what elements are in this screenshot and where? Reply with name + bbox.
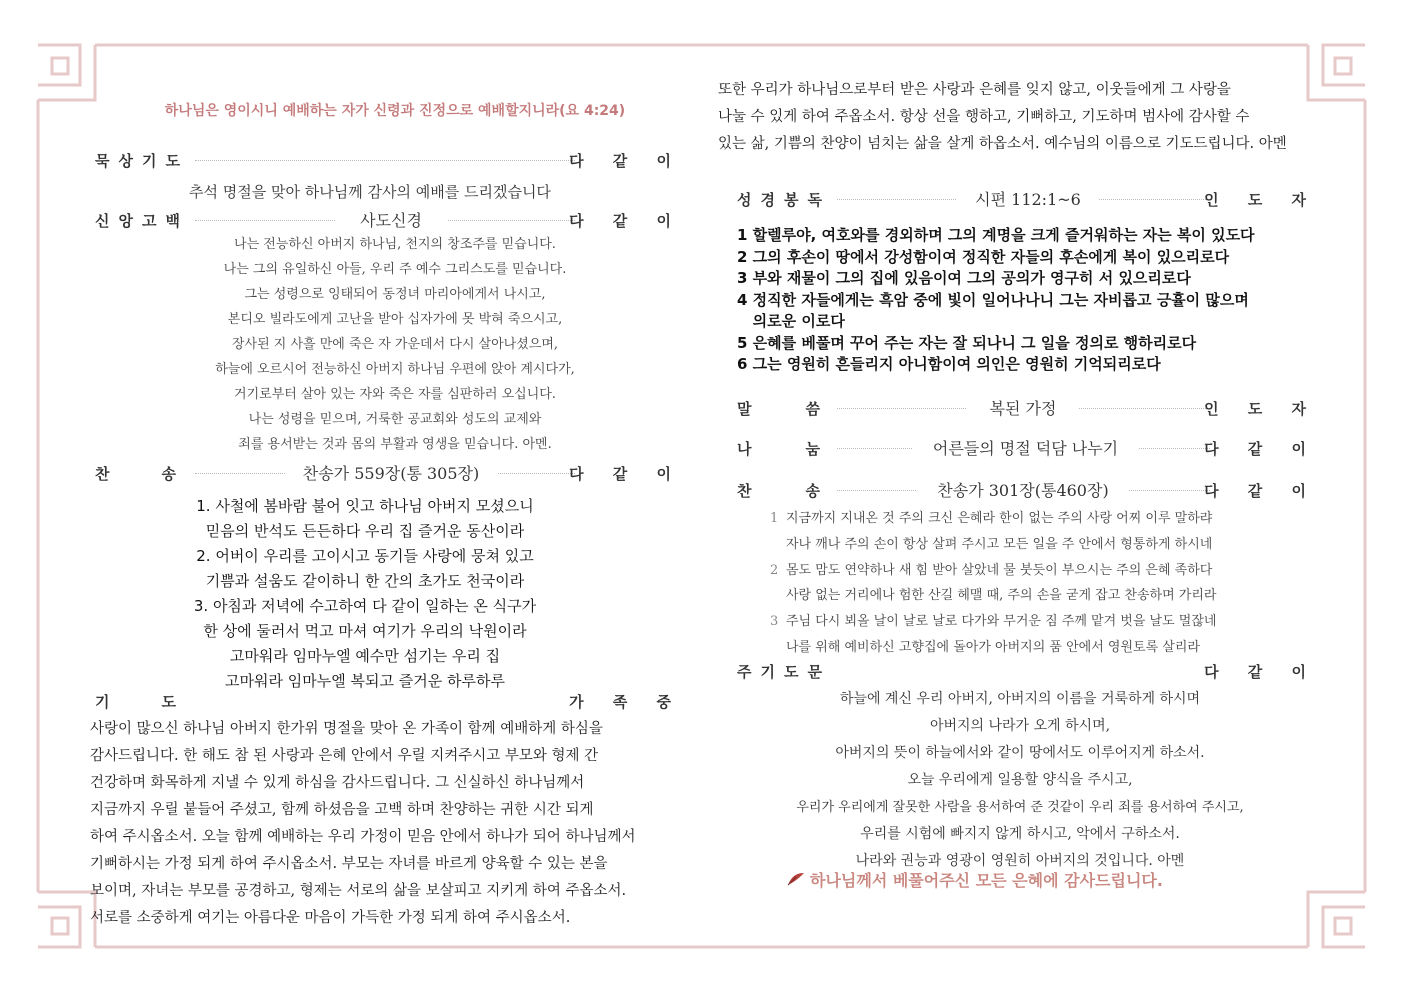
section-divider (195, 160, 575, 161)
scripture-verse: 5 은혜를 베풀며 꾸어 주는 자는 잘 되나니 그 일을 정의로 행하리로다 (737, 333, 1197, 352)
prayer-continued (718, 77, 1343, 158)
verse-number: 3 (770, 614, 779, 630)
verse-number: 2 (770, 562, 779, 578)
section-sharing (737, 438, 1318, 458)
prayer-line: 또한 우리가 하나님으로부터 받은 사랑과 은혜를 잊지 않고, 이웃들에게 그 사랑을 (718, 82, 1231, 98)
hymn-line: 2 몸도 맘도 연약하나 새 힘 받아 살았네 물 붓듯이 부으시는 주의 은혜 족하다 (770, 558, 1310, 584)
section-hymn (95, 463, 683, 483)
section-title: 찬송가 559장(통 305장) (285, 461, 497, 484)
closing-thanks: 하나님께서 베풀어주신 모든 은혜에 감사드립니다. (810, 871, 1163, 890)
verse-title: 하나님은 영이시니 예배하는 자가 신령과 진정으로 예배할지니라(요 4:24) (164, 103, 626, 119)
section-scripture (737, 189, 1318, 209)
section-hymn-right (737, 480, 1318, 500)
leaf-icon (786, 871, 806, 887)
creed-line: 죄를 용서받는 것과 몸의 부활과 영생을 믿습니다. 아멘. (238, 437, 552, 452)
lords-prayer-line: 우리를 시험에 빠지지 않게 하시고, 악에서 구하소서. (860, 826, 1180, 842)
section-leader: 인 도 자 (1204, 400, 1318, 418)
hymn-line: 사랑 없는 거리에나 험한 산길 헤맬 때, 주의 손을 굳게 잡고 찬송하며 가리라 (786, 588, 1217, 604)
creed-line: 나는 성령을 믿으며, 거룩한 공교회와 성도의 교제와 (248, 412, 542, 427)
creed-line: 나는 전능하신 아버지 하나님, 천지의 창조주를 믿습니다. (234, 237, 556, 252)
hymn-lyrics (115, 494, 615, 694)
prayer-line: 나눌 수 있게 하여 주옵소서. 항상 선을 행하고, 기뻐하고, 기도하며 범사에 감사할 수 (718, 109, 1250, 125)
section-leader: 인 도 자 (1204, 191, 1318, 209)
verse-number: 1 (770, 511, 779, 526)
prayer-line: 보이며, 자녀는 부모를 공경하고, 형제는 서로의 삶을 보살피고 지키게 하여 주옵소서. (90, 883, 627, 899)
section-label: 묵상기도 (95, 152, 189, 170)
scripture-text (737, 225, 1327, 376)
creed-line: 하늘에 오르시어 전능하신 아버지 하나님 우편에 앉아 계시다가, (215, 362, 575, 377)
creed-line: 장사된 지 사흘 만에 죽은 자 가운데서 다시 살아나셨으며, (231, 337, 559, 352)
section-label: 주기도문 (737, 663, 831, 681)
hymn-line: 믿음의 반석도 든든하다 우리 집 즐거운 동산이라 (205, 522, 525, 540)
scripture-verse: 1 할렐루야, 여호와를 경외하며 그의 계명을 크게 즐거워하는 자는 복이 있도다 (737, 226, 1255, 244)
section-title: 시편 112:1~6 (957, 187, 1099, 210)
section-title: 복된 가정 (967, 396, 1079, 419)
lords-prayer-line: 하늘에 계신 우리 아버지, 아버지의 이름을 거룩하게 하시며 (839, 691, 1201, 707)
section-title: 사도신경 (335, 208, 447, 231)
section-title: 찬송가 301장(통460장) (917, 478, 1129, 501)
section-label: 성경봉독 (737, 191, 831, 209)
section-leader: 다 같 이 (1204, 482, 1318, 500)
section-leader: 다 같 이 (1204, 440, 1318, 458)
section-leader: 다 같 이 (569, 212, 683, 230)
section-label: 찬송 (95, 465, 228, 483)
scripture-verse: 3 부와 재물이 그의 집에 있음이여 그의 공의가 영구히 서 있으리로다 (737, 269, 1191, 287)
creed-line: 본디오 빌라도에게 고난을 받아 십자가에 못 박혀 죽으시고, (227, 312, 563, 327)
hymn-lyrics-right (770, 506, 1310, 661)
prayer-line: 감사드립니다. 한 해도 참 된 사랑과 은혜 안에서 우릴 지켜주시고 부모와 형제 간 (90, 748, 599, 764)
prayer-line: 건강하며 화목하게 지낼 수 있게 하심을 감사드립니다. 그 신실하신 하나님께서 (90, 775, 585, 791)
section-label: 나눔 (737, 440, 874, 458)
section-leader: 다 같 이 (569, 465, 683, 483)
hymn-line: 1 지금까지 지내온 것 주의 크신 은혜라 한이 없는 주의 사랑 어찌 이루 말하랴 (770, 506, 1310, 532)
lords-prayer-line: 아버지의 뜻이 하늘에서와 같이 땅에서도 이루어지게 하소서. (835, 745, 1205, 761)
prayer-text (90, 716, 690, 932)
section-lords-prayer (737, 661, 1318, 681)
silent-prayer-text: 추석 명절을 맞아 하나님께 감사의 예배를 드리겠습니다 (189, 183, 551, 201)
prayer-line: 지금까지 우릴 붙들어 주셨고, 함께 하셨음을 고백 하며 찬양하는 귀한 시간 되게 (90, 802, 594, 818)
section-leader: 가 족 중 (569, 693, 683, 711)
hymn-line: 2. 어버이 우리를 고이시고 동기들 사랑에 뭉쳐 있고 (196, 547, 534, 565)
lords-prayer-line: 우리가 우리에게 잘못한 사람을 용서하여 준 것같이 우리 죄를 용서하여 주시고, (796, 800, 1244, 815)
lords-prayer-line: 오늘 우리에게 일용할 양식을 주시고, (907, 772, 1133, 788)
creed-line: 거기로부터 살아 있는 자와 죽은 자를 심판하러 오십니다. (234, 387, 556, 402)
creed-text (135, 232, 655, 457)
section-creed (95, 210, 683, 230)
section-title: 어른들의 명절 덕담 나누기 (912, 436, 1139, 459)
hymn-line: 3. 아침과 저녁에 수고하여 다 같이 일하는 온 식구가 (193, 597, 537, 615)
scripture-verse: 4 정직한 자들에게는 흑암 중에 빛이 일어나나니 그는 자비롭고 긍휼이 많으며 (737, 290, 1249, 309)
hymn-line: 고마워라 임마누엘 복되고 즐거운 하루하루 (225, 672, 505, 690)
section-sermon (737, 398, 1318, 418)
scripture-verse: 6 그는 영원히 흔들리지 아니함이여 의인은 영원히 기억되리로다 (737, 355, 1161, 373)
section-label: 말씀 (737, 400, 874, 418)
prayer-line: 기뻐하시는 가정 되게 하여 주시옵소서. 부모는 자녀를 바르게 양육할 수 있는 본을 (90, 856, 608, 872)
hymn-line: 자나 깨나 주의 손이 항상 살펴 주시고 모든 일을 주 안에서 형통하게 하시네 (786, 536, 1213, 552)
hymn-line: 기쁨과 설움도 같이하니 한 간의 초가도 천국이라 (205, 572, 525, 590)
hymn-line: 고마워라 임마누엘 예수만 섬기는 우리 집 (229, 647, 501, 665)
section-silent-prayer (95, 150, 683, 170)
hymn-line: 3 주님 다시 뵈올 날이 날로 날로 다가와 무거운 짐 주께 맡겨 벗을 날도 멀잖네 (770, 609, 1310, 635)
creed-line: 나는 그의 유일하신 아들, 우리 주 예수 그리스도를 믿습니다. (223, 262, 567, 277)
section-leader: 다 같 이 (569, 152, 683, 170)
scripture-verse: 2 그의 후손이 땅에서 강성함이여 정직한 자들의 후손에게 복이 있으리로다 (737, 247, 1230, 266)
prayer-line: 있는 삶, 기쁨의 찬양이 넘치는 삶을 살게 하옵소서. 예수님의 이름으로 기도드립니다. 아멘 (718, 136, 1287, 152)
lords-prayer-line: 아버지의 나라가 오게 하시며, (929, 718, 1111, 734)
prayer-line: 사랑이 많으신 하나님 아버지 한가위 명절을 맞아 온 가족이 함께 예배하게 하심을 (90, 721, 603, 737)
prayer-line: 하여 주시옵소서. 오늘 함께 예배하는 우리 가정이 믿음 안에서 하나가 되어 하나님께서 (90, 829, 636, 845)
hymn-line: 나를 위해 예비하신 고향집에 돌아가 아버지의 품 안에서 영원토록 살리라 (786, 639, 1200, 655)
hymn-line: 한 상에 둘러서 먹고 마셔 여기가 우리의 낙원이라 (203, 622, 527, 640)
section-label: 신앙고백 (95, 212, 189, 230)
creed-line: 그는 성령으로 잉태되어 동정녀 마리아에게서 나시고, (244, 287, 546, 302)
lords-prayer-line: 나라와 권능과 영광이 영원히 아버지의 것입니다. 아멘 (855, 853, 1185, 869)
scripture-verse: 의로운 이로다 (737, 312, 845, 330)
lords-prayer-text (760, 686, 1280, 875)
section-label: 찬송 (737, 482, 874, 500)
section-leader: 다 같 이 (1204, 663, 1318, 681)
hymn-line: 1. 사철에 봄바람 불어 잇고 하나님 아버지 모셨으니 (196, 497, 534, 515)
prayer-line: 서로를 소중하게 여기는 아름다운 마음이 가득한 가정 되게 하여 주시옵소서. (90, 910, 571, 926)
section-prayer (95, 691, 683, 711)
section-label: 기도 (95, 693, 228, 711)
